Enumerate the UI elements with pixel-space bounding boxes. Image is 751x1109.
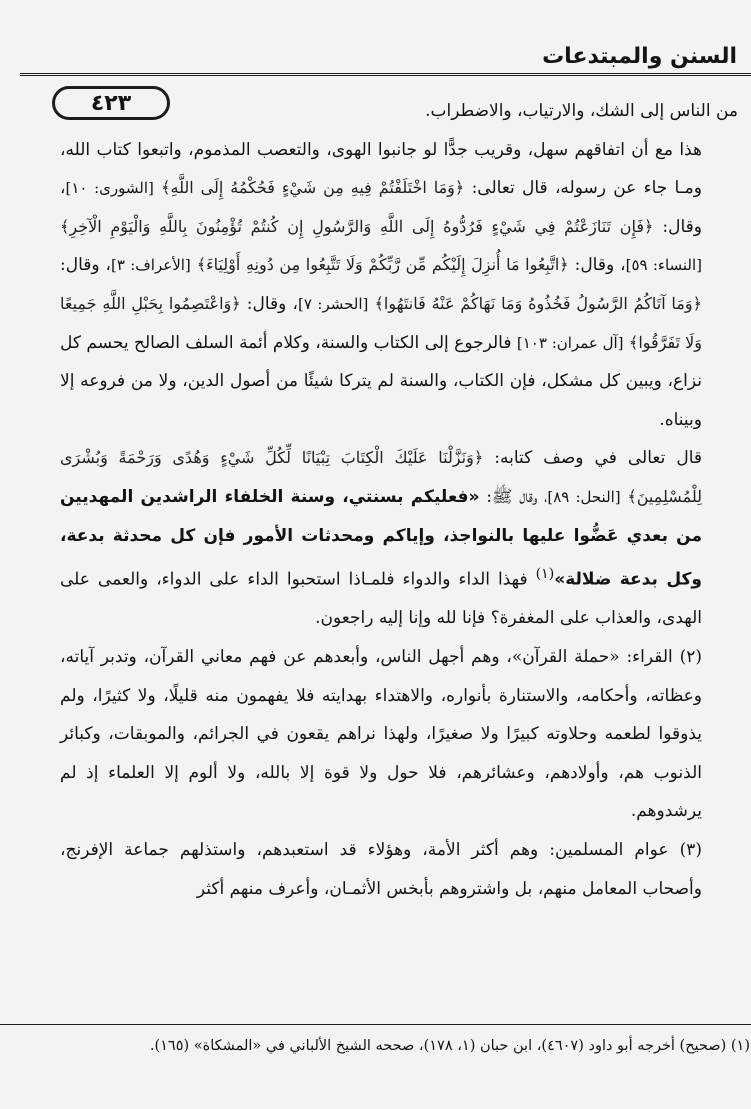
- paragraph-2-intro: هذا مع أن اتفاقهم سهل، وقريب جدًّا لو جانبوا الهوى، والتعصب المذموم، واتبعوا كتاب الله، ومـا جاء عن رسوله، قال تعالى:: [60, 139, 702, 199]
- quran-verse-4: ﴿وَمَا آتَاكُمُ الرَّسُولُ فَخُذُوهُ وَمَا نَهَاكُمْ عَنْهُ فَانتَهُوا﴾: [374, 293, 702, 313]
- paragraph-3-intro: قال تعالى في وصف كتابه:: [494, 448, 703, 469]
- paragraph-2: [60, 131, 738, 440]
- connector-6: ، وقال ﷺ:: [486, 486, 548, 507]
- main-text: [60, 92, 738, 908]
- header-rule: [20, 73, 751, 76]
- footnote-marker: (١): [535, 566, 555, 583]
- verse-reference-3: [الأعراف: ٣]: [111, 256, 191, 275]
- footnotes: [110, 1030, 750, 1062]
- quran-verse-5: ﴿وَاعْتَصِمُوا بِحَبْلِ اللَّهِ جَمِيعًا وَلَا تَفَرَّقُوا﴾: [60, 293, 703, 352]
- connector-4: ، وقال:: [246, 293, 298, 314]
- verse-reference-6: [النحل: ٨٩]: [547, 487, 621, 506]
- running-title: السنن والمبتدعات: [532, 44, 743, 69]
- paragraph-3: [60, 439, 738, 638]
- connector-3: ، وقال:: [60, 255, 111, 276]
- connector-1: ، وقال:: [60, 178, 702, 237]
- quran-verse-6: ﴿وَنَزَّلْنَا عَلَيْكَ الْكِتَابَ تِبْيَانًا لِّكُلِّ شَيْءٍ وَهُدًى وَرَحْمَةً وَبُشْرَى لِلْمُسْلِمِينَ﴾: [60, 448, 702, 506]
- hadith-quote: «فعليكم بسنتي، وسنة الخلفاء الراشدين المهديين من بعدي عَضُّوا عليها بالنواجذ، وإياكم ومحدثات الأمور فإن كل محدثة بدعة، وكل بدعة ضلالة»: [60, 486, 702, 590]
- page-header: [20, 44, 751, 92]
- page-number: ٤٢٣: [52, 86, 170, 120]
- paragraph-4: (٢) القراء: «حملة القرآن»، وهم أجهل الناس، وأبعدهم عن فهم معاني القرآن، وتدبر آياته، وعظاته، وأحكامه، والاستنارة بأنواره، والاهتداء بهدايته فلا يفهمون منه قليلًا، ولا كثيرًا، ولم يذوقوا لطعمه وحلاوته كبيرًا ولا صغيرًا، ولهذا نراهم يقعون في الجرائم، والموبقات، وكبائر الذنوب هم، وأولادهم، وعشائرهم، فلا حول ولا قوة إلا بالله، ولا ألوم إلا العلماء إذ لم يرشدوهم.: [60, 646, 702, 822]
- paragraph-1: من الناس إلى الشك، والارتياب، والاضطراب.: [425, 101, 738, 121]
- quran-verse-3: ﴿اتَّبِعُوا مَا أُنزِلَ إِلَيْكُم مِّن رَّبِّكُمْ وَلَا تَتَّبِعُوا مِن دُونِهِ أَوْلِيَاءَ﴾: [196, 255, 569, 275]
- quran-verse-2: ﴿فَإِن تَنَازَعْتُمْ فِي شَيْءٍ فَرُدُّوهُ إِلَى اللَّهِ وَالرَّسُولِ إِن كُنتُمْ تُؤْمِنُونَ بِاللَّهِ وَالْيَوْمِ الْآخِرِ﴾: [60, 216, 654, 236]
- paragraph-5: (٣) عوام المسلمين: وهم أكثر الأمة، وهؤلاء قد استعبدهم، واستذلهم جماعة الإفرنج، وأصحاب المعامل منهم، بل واشتروهم بأبخس الأثمـان، وأعرف منهم أكثر: [60, 839, 702, 899]
- verse-reference-5: [آل عمران: ١٠٣]: [516, 333, 624, 352]
- quran-verse-1: ﴿وَمَا اخْتَلَفْتُمْ فِيهِ مِن شَيْءٍ فَحُكْمُهُ إِلَى اللَّهِ﴾: [161, 178, 465, 198]
- verse-reference-2: [النساء: ٥٩]: [625, 256, 703, 275]
- connector-2: ، وقال:: [574, 255, 626, 276]
- footnote-1: (١) (صحيح) أخرجه أبو داود (٤٦٠٧)، ابن حبان (١، ١٧٨)، صححه الشيخ الألباني في «المشكاة» (١٦٥).: [149, 1038, 750, 1054]
- paragraph-3-conclusion: فهذا الداء والدواء فلمـاذا استحبوا الداء على الدواء، والعمى على الهدى، والعذاب على المغفرة؟ فإنا لله وإنا إليه راجعون.: [60, 569, 702, 629]
- paragraph-2-conclusion: فالرجوع إلى الكتاب والسنة، وكلام أئمة السلف الصالح يحسم كل نزاع، ويبين كل مشكل، فإن الكتاب، والسنة لم يتركا شيئًا من أصول الدين، ولا من فروعه إلا وبيناه.: [60, 332, 702, 430]
- verse-reference-1: [الشورى: ١٠]: [65, 179, 154, 198]
- verse-reference-4: [الحشر: ٧]: [297, 294, 369, 313]
- footnote-divider: [0, 1024, 751, 1025]
